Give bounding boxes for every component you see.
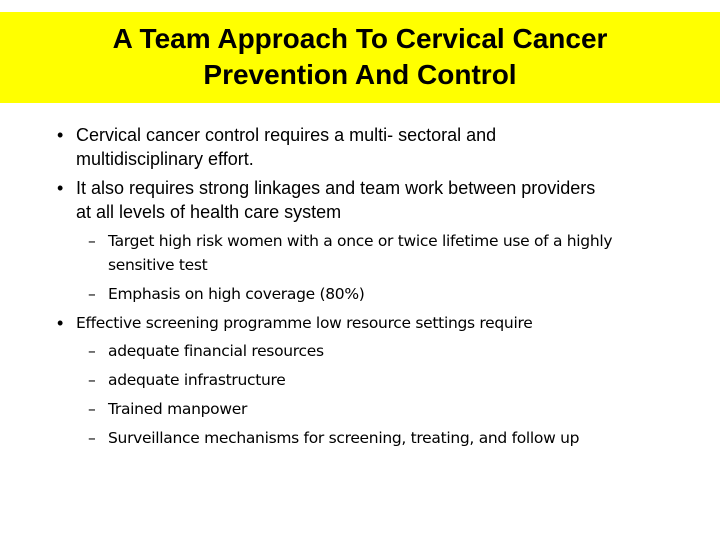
sub-bullet-1-line-1: Target high risk women with a once or twice lifetime use of a highly [108, 232, 613, 250]
dash-icon: – [88, 342, 96, 360]
dash-icon: – [88, 429, 96, 447]
slide-title [0, 21, 720, 93]
bullet-1-line-2: multidisciplinary effort. [76, 149, 254, 169]
sub-bullet-5: Trained manpower [108, 400, 248, 418]
title-line-2: Prevention And Control [203, 59, 517, 90]
dash-icon: – [88, 285, 96, 303]
bullet-icon: • [57, 125, 64, 145]
sub-bullet-2: Emphasis on high coverage (80%) [108, 285, 365, 303]
bullet-2-line-1: It also requires strong linkages and team work between providers [76, 178, 596, 198]
bullet-icon: • [57, 313, 64, 333]
bullet-2-line-2: at all levels of health care system [76, 202, 342, 222]
dash-icon: – [88, 400, 96, 418]
bullet-3-line-1: Effective screening programme low resource settings require [76, 314, 533, 332]
dash-icon: – [88, 371, 96, 389]
bullet-1-line-1: Cervical cancer control requires a multi- sectoral and [76, 125, 497, 145]
dash-icon: – [88, 232, 96, 250]
sub-bullet-1-line-2: sensitive test [108, 256, 208, 274]
sub-bullet-6: Surveillance mechanisms for screening, treating, and follow up [108, 429, 580, 447]
sub-bullet-4: adequate infrastructure [108, 371, 286, 389]
bullet-icon: • [57, 178, 64, 198]
sub-bullet-3: adequate financial resources [108, 342, 324, 360]
title-line-1: A Team Approach To Cervical Cancer [112, 23, 608, 54]
